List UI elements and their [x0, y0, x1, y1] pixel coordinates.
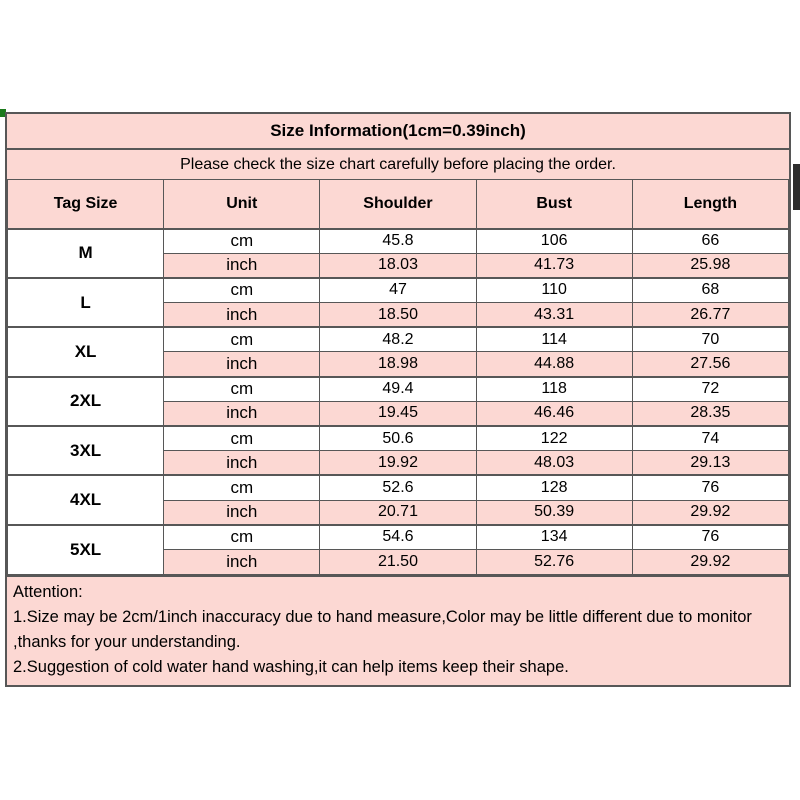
- value-cell: 122: [476, 426, 632, 451]
- attention-line: 1.Size may be 2cm/1inch inaccuracy due to hand measure,Color may be little different due to monitor: [13, 607, 752, 626]
- tag-size-cell: 4XL: [8, 475, 164, 524]
- right-edge-bar-artifact: [793, 164, 800, 210]
- unit-cell: inch: [164, 352, 320, 377]
- value-cell: 106: [476, 229, 632, 254]
- unit-cell: inch: [164, 451, 320, 476]
- value-cell: 48.03: [476, 451, 632, 476]
- value-cell: 43.31: [476, 303, 632, 328]
- unit-cell: cm: [164, 525, 320, 550]
- tag-size-cell: L: [8, 278, 164, 327]
- value-cell: 27.56: [632, 352, 788, 377]
- size-row-3xl-cm: [8, 426, 789, 451]
- value-cell: 18.03: [320, 253, 476, 278]
- value-cell: 66: [632, 229, 788, 254]
- size-chart-sheet: [5, 112, 791, 687]
- attention-heading: Attention:: [13, 582, 83, 601]
- unit-cell: cm: [164, 475, 320, 500]
- value-cell: 114: [476, 327, 632, 352]
- tag-size-cell: 2XL: [8, 377, 164, 426]
- size-row-2xl-cm: [8, 377, 789, 402]
- value-cell: 18.98: [320, 352, 476, 377]
- unit-cell: cm: [164, 327, 320, 352]
- value-cell: 29.13: [632, 451, 788, 476]
- value-cell: 76: [632, 475, 788, 500]
- value-cell: 50.6: [320, 426, 476, 451]
- size-table: [7, 179, 789, 575]
- value-cell: 21.50: [320, 549, 476, 574]
- size-row-5xl-cm: [8, 525, 789, 550]
- value-cell: 70: [632, 327, 788, 352]
- unit-cell: cm: [164, 426, 320, 451]
- value-cell: 47: [320, 278, 476, 303]
- value-cell: 26.77: [632, 303, 788, 328]
- unit-cell: inch: [164, 401, 320, 426]
- size-row-l-cm: [8, 278, 789, 303]
- size-row-4xl-cm: [8, 475, 789, 500]
- tag-size-cell: M: [8, 229, 164, 278]
- tag-size-cell: XL: [8, 327, 164, 376]
- unit-cell: inch: [164, 253, 320, 278]
- value-cell: 25.98: [632, 253, 788, 278]
- value-cell: 44.88: [476, 352, 632, 377]
- value-cell: 76: [632, 525, 788, 550]
- value-cell: 41.73: [476, 253, 632, 278]
- value-cell: 134: [476, 525, 632, 550]
- tag-size-cell: 5XL: [8, 525, 164, 574]
- value-cell: 29.92: [632, 549, 788, 574]
- value-cell: 110: [476, 278, 632, 303]
- size-chart-title: Size Information(1cm=0.39inch): [7, 114, 789, 148]
- value-cell: 19.92: [320, 451, 476, 476]
- size-chart-subtitle: Please check the size chart carefully before placing the order.: [7, 148, 789, 179]
- tag-size-cell: 3XL: [8, 426, 164, 475]
- unit-cell: inch: [164, 549, 320, 574]
- unit-cell: cm: [164, 278, 320, 303]
- value-cell: 18.50: [320, 303, 476, 328]
- size-row-xl-cm: [8, 327, 789, 352]
- value-cell: 68: [632, 278, 788, 303]
- attention-section: [7, 575, 789, 685]
- column-header-bust: Bust: [476, 180, 632, 229]
- column-header-tag-size: Tag Size: [8, 180, 164, 229]
- value-cell: 48.2: [320, 327, 476, 352]
- unit-cell: inch: [164, 500, 320, 525]
- attention-line: 2.Suggestion of cold water hand washing,it can help items keep their shape.: [13, 657, 569, 676]
- value-cell: 28.35: [632, 401, 788, 426]
- column-header-length: Length: [632, 180, 788, 229]
- size-table-header-row: [8, 180, 789, 229]
- value-cell: 45.8: [320, 229, 476, 254]
- value-cell: 29.92: [632, 500, 788, 525]
- value-cell: 74: [632, 426, 788, 451]
- value-cell: 72: [632, 377, 788, 402]
- value-cell: 128: [476, 475, 632, 500]
- value-cell: 46.46: [476, 401, 632, 426]
- value-cell: 50.39: [476, 500, 632, 525]
- value-cell: 52.76: [476, 549, 632, 574]
- column-header-unit: Unit: [164, 180, 320, 229]
- value-cell: 52.6: [320, 475, 476, 500]
- value-cell: 20.71: [320, 500, 476, 525]
- unit-cell: cm: [164, 229, 320, 254]
- value-cell: 54.6: [320, 525, 476, 550]
- column-header-shoulder: Shoulder: [320, 180, 476, 229]
- unit-cell: cm: [164, 377, 320, 402]
- value-cell: 49.4: [320, 377, 476, 402]
- value-cell: 19.45: [320, 401, 476, 426]
- attention-line: ,thanks for your understanding.: [13, 632, 241, 651]
- value-cell: 118: [476, 377, 632, 402]
- size-row-m-cm: [8, 229, 789, 254]
- unit-cell: inch: [164, 303, 320, 328]
